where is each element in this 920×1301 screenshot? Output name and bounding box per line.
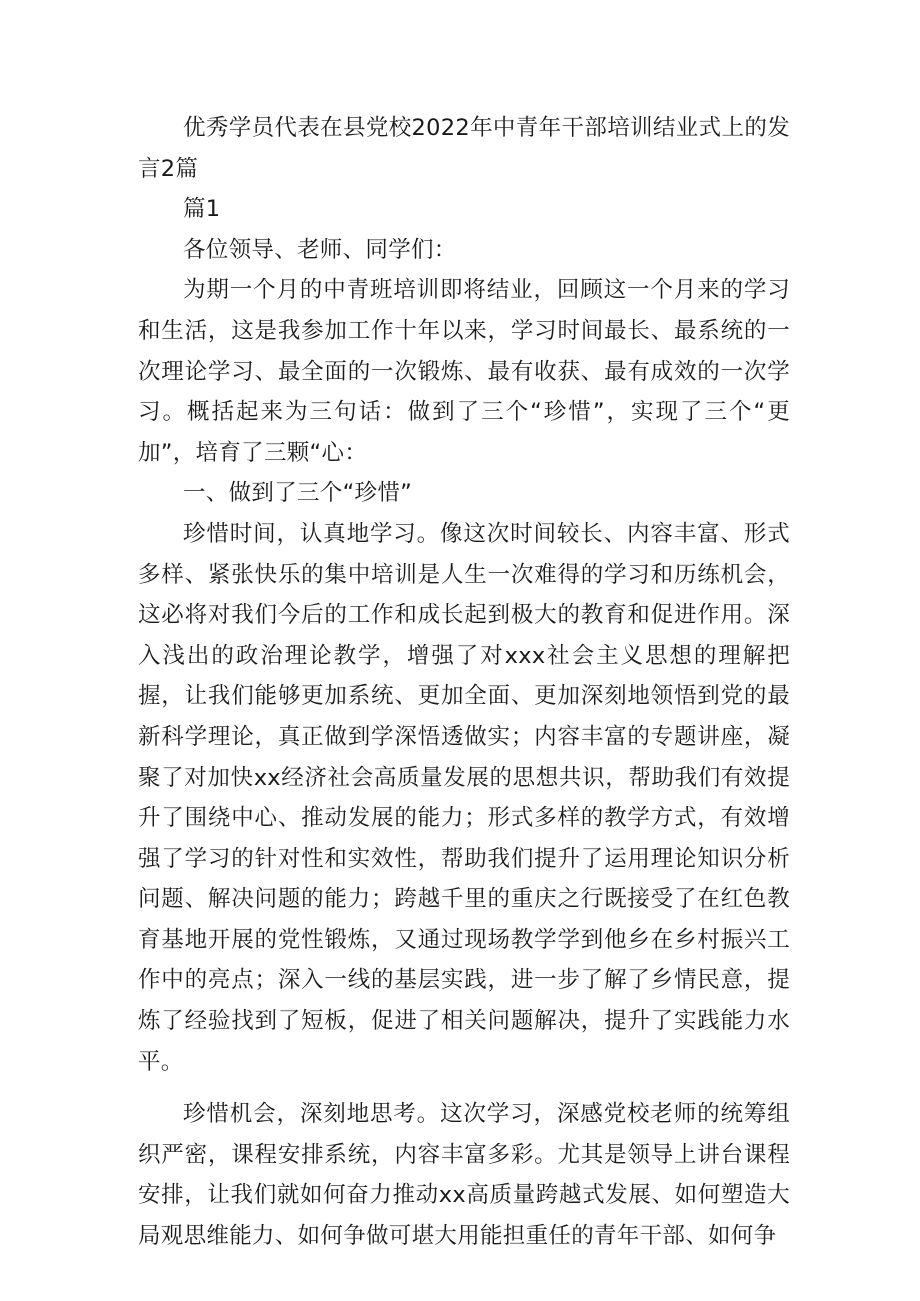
paragraph-intro: 为期一个月的中青班培训即将结业，回顾这一个月来的学习和生活，这是我参加工作十年以来，学习时间最长、最系统的一次理论学习、最全面的一次锻炼、最有收获、最有成效的一次学习。概括起来为三句话：做到了三个“珍惜”，实现了三个“更加”，培育了三颗“心： [138,277,790,466]
document-body [138,108,790,1257]
paragraph-time: 珍惜时间，认真地学习。像这次时间较长、内容丰富、形式多样、紧张快乐的集中培训是人生一次难得的学习和历练机会，这必将对我们今后的工作和成长起到极大的教育和促进作用。深入浅出的政治理论教学，增强了对xxx社会主义思想的理解把握，让我们能够更加系统、更加全面、更加深刻地领悟到党的最新科学理论，真正做到学深悟透做实；内容丰富的专题讲座，凝聚了对加快xx经济社会高质量发展的思想共识，帮助我们有效提升了围绕中心、推动发展的能力；形式多样的教学方式，有效增强了学习的针对性和实效性，帮助我们提升了运用理论知识分析问题、解决问题的能力；跨越千里的重庆之行既接受了在红色教育基地开展的党性锻炼，又通过现场教学学到他乡在乡村振兴工作中的亮点；深入一线的基层实践，进一步了解了乡情民意，提炼了经验找到了短板，促进了相关问题解决，提升了实践能力水平。 [138,520,790,1075]
section-heading: 一、做到了三个“珍惜” [183,480,413,507]
section-label: 篇1 [183,196,221,223]
document-title: 优秀学员代表在县党校2022年中青年干部培训结业式上的发言2篇 [138,115,790,182]
salutation: 各位领导、老师、同学们： [183,236,457,263]
paragraph-opportunity: 珍惜机会，深刻地思考。这次学习，深感党校老师的统筹组织严密，课程安排系统，内容丰富多彩。尤其是领导上讲台课程安排，让我们就如何奋力推动xx高质量跨越式发展、如何塑造大局观思维能力、如何争做可堪大用能担重任的青年干部、如何争 [138,1101,790,1250]
